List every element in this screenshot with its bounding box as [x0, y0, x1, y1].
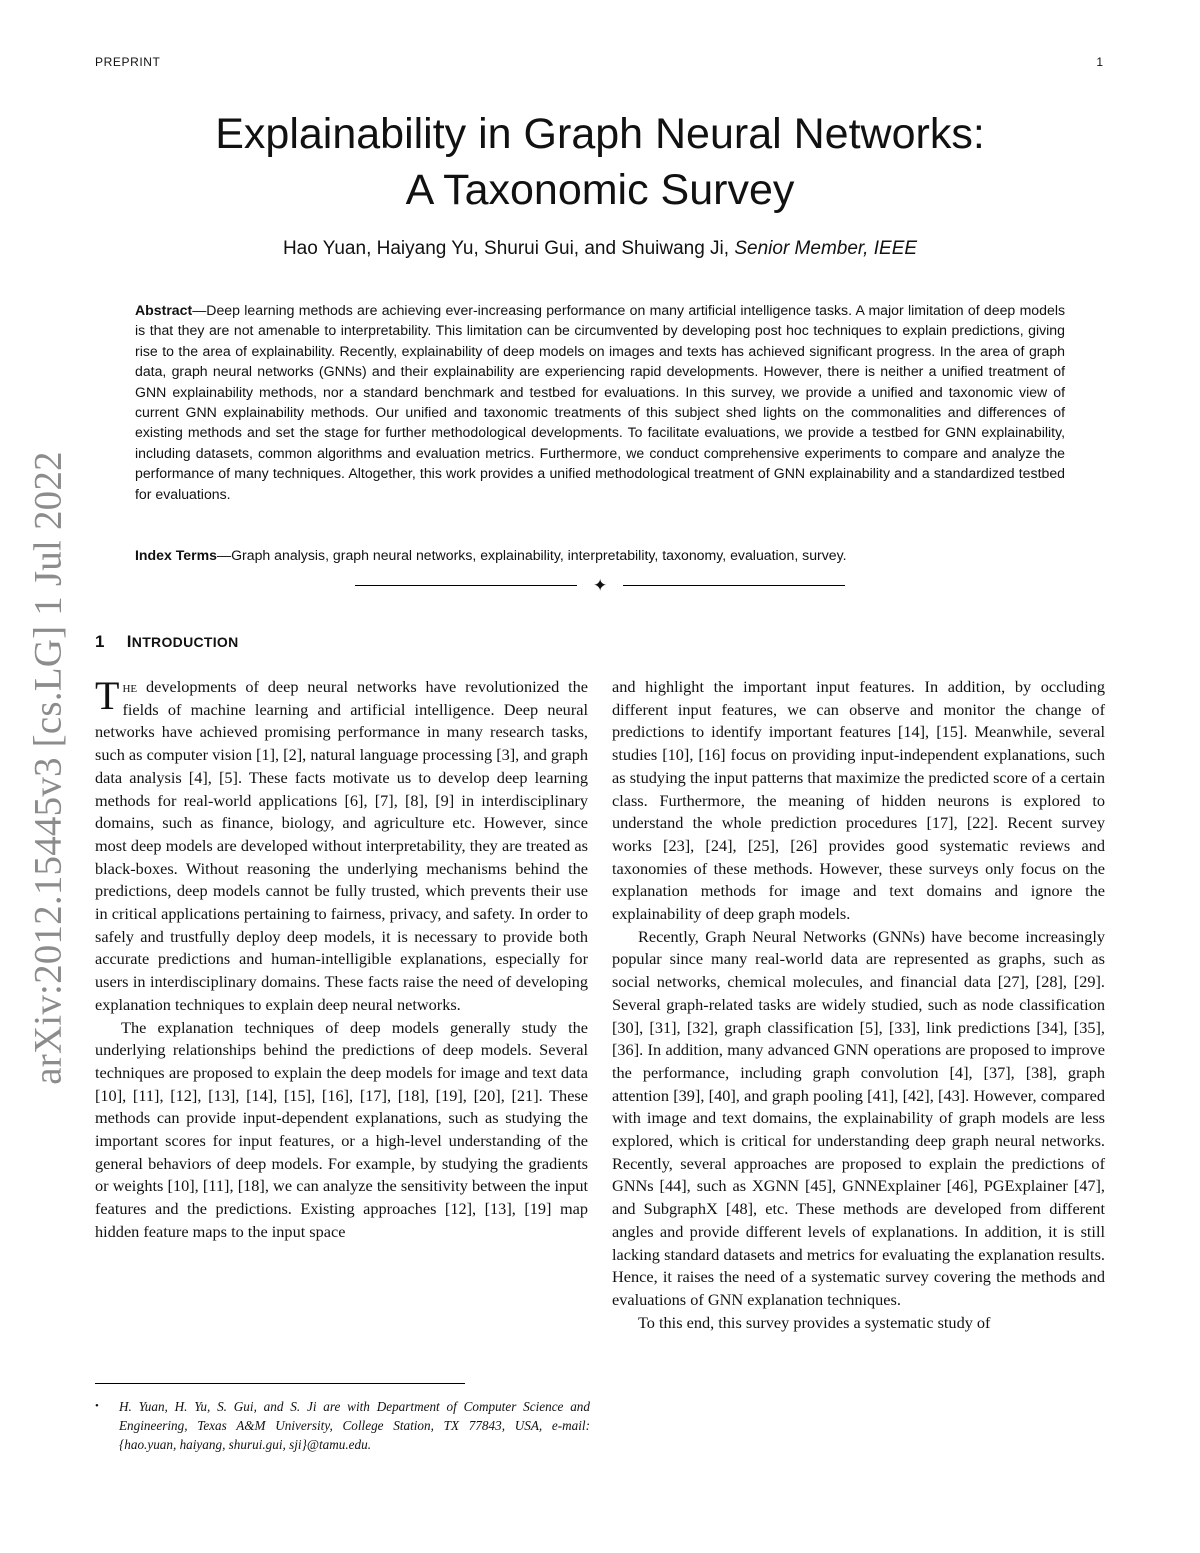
left-column [95, 673, 588, 1244]
intro-paragraph-1-text: developments of deep neural networks have revolutionized the fields of machine learning and artificial intelligence. Deep neural networks have achieved promising performance in many research tasks, such as computer vision [1], [2], natural language processing [3], and graph data analysis [4], [5]. These facts motivate us to develop deep learning methods for real-world applications [6], [7], [8], [9] in interdisciplinary domains, such as finance, biology, and agriculture etc. However, since most deep models are developed without interpretability, they are treated as black-boxes. Without reasoning the underlying mechanisms behind the predictions, deep models cannot be fully trusted, which prevents their use in critical applications pertaining to fairness, privacy, and safety. In order to safely and trustfully deploy deep models, it is necessary to provide both accurate predictions and human-intelligible explanations, especially for users in interdisciplinary domains. These facts raise the need of developing explanation techniques to explain deep neural networks. [95, 677, 588, 1014]
section-divider [355, 577, 845, 597]
index-terms-label: Index Terms [135, 547, 217, 563]
abstract-text: —Deep learning methods are achieving ever-increasing performance on many artificial intelligence tasks. A major limitation of deep models is that they are not amenable to interpretability. This limitation can be circumvented by developing post hoc techniques to explain predictions, giving rise to the area of explainability. Recently, explainability of deep models on images and texts has achieved significant progress. In the area of graph data, graph neural networks (GNNs) and their explainability are experiencing rapid developments. However, there is neither a unified treatment of GNN explainability methods, nor a standard benchmark and testbed for evaluations. In this survey, we provide a unified and taxonomic view of current GNN explainability methods. Our unified and taxonomic treatments of this subject shed lights on the commonalities and differences of existing methods and set the stage for further methodological developments. To facilitate evaluations, we provide a testbed for GNN explainability, including datasets, common algorithms and evaluation metrics. Furthermore, we conduct comprehensive experiments to compare and analyze the performance of many techniques. Altogether, this work provides a unified methodological treatment of GNN explainability and a standardized testbed for evaluations. [135, 302, 1065, 502]
title-line-1: Explainability in Graph Neural Networks: [215, 110, 985, 158]
footnote-rule [95, 1383, 465, 1384]
drop-cap: T [95, 673, 120, 718]
intro-paragraph-4: Recently, Graph Neural Networks (GNNs) have become increasingly popular since many real-world data are represented as graphs, such as social networks, chemical molecules, and financial data [27], [28], [29]. Several graph-related tasks are widely studied, such as node classification [30], [31], [32], graph classification [5], [33], link predictions [34], [35], [36]. In addition, many advanced GNN operations are proposed to improve the performance, including graph convolution [4], [37], [38], graph attention [39], [40], and graph pooling [41], [42], [43]. However, compared with image and text domains, the explainability of graph models are less explored, which is critical for understanding deep graph neural networks. Recently, several approaches are proposed to explain the predictions of GNNs [44], such as XGNN [45], GNNExplainer [46], PGExplainer [47], and SubgraphX [48], etc. These methods are developed from different angles and provide different levels of explanations. In addition, it is still lacking standard datasets and metrics for evaluating the explanation results. Hence, it raises the need of a systematic survey covering the methods and evaluations of GNN explanation techniques. [612, 926, 1105, 1309]
index-terms [135, 545, 1065, 565]
intro-paragraph-5: To this end, this survey provides a systematic study of [638, 1312, 991, 1332]
section-title-initial: I [126, 632, 132, 651]
intro-paragraph-3: and highlight the important input features. In addition, by occluding different input features, we can observe and monitor the change of predictions to identify important features [14], [15]. Meanwhile, several studies [10], [16] focus on providing input-independent explanations, such as studying the input patterns that maximize the predicted score of a certain class. Furthermore, the meaning of hidden neurons is explored to understand the whole prediction procedures [17], [22]. Recent survey works [23], [24], [25], [26] provides good systematic reviews and taxonomies of these methods. However, these surveys only focus on the explanation methods for image and text domains and ignore the explainability of deep graph models. [612, 677, 1105, 924]
author-list [0, 238, 1200, 260]
first-word: he [122, 677, 138, 696]
section-title-rest: NTRODUCTION [131, 634, 239, 650]
abstract [135, 300, 1065, 504]
paper-title [0, 106, 1200, 218]
affiliation-footnote [95, 1397, 590, 1454]
author-membership: Senior Member, IEEE [734, 238, 918, 259]
abstract-label: Abstract [135, 302, 193, 318]
divider-line-left [355, 585, 577, 586]
divider-line-right [623, 585, 845, 586]
footnote-text: H. Yuan, H. Yu, S. Gui, and S. Ji are with Department of Computer Science and Engineering, Texas A&M University, College Station, TX 77843, USA, e-mail: {hao.yuan, haiyang, shurui.gui, sji}@tamu.edu. [119, 1399, 590, 1452]
arxiv-sidebar-stamp: arXiv:2012.15445v3 [cs.LG] 1 Jul 2022 [26, 451, 70, 1085]
intro-paragraph-2: The explanation techniques of deep models generally study the underlying relationships behind the predictions of deep models. Several techniques are proposed to explain the deep models for image and text data [10], [11], [12], [13], [14], [15], [16], [17], [18], [19], [20], [21]. These methods can provide input-dependent explanations, such as studying the important scores for input features, or a high-level understanding of the general behaviors of deep models. For example, by studying the gradients or weights [10], [11], [18], we can analyze the sensitivity between the input features and the predictions. Existing approaches [12], [13], [19] map hidden feature maps to the input space [95, 1017, 588, 1241]
title-line-2: A Taxonomic Survey [405, 166, 795, 214]
divider-diamond-icon: ✦ [593, 576, 608, 595]
author-names: Hao Yuan, Haiyang Yu, Shurui Gui, and Shuiwang Ji, [282, 238, 730, 259]
section-heading [95, 632, 239, 652]
index-terms-text: —Graph analysis, graph neural networks, explainability, interpretability, taxonomy, evaluation, survey. [216, 547, 847, 563]
running-head: PREPRINT [95, 55, 161, 69]
right-column [612, 676, 1105, 1334]
footnote-bullet: • [95, 1400, 99, 1412]
page-number: 1 [1096, 55, 1103, 69]
section-number: 1 [95, 632, 105, 651]
intro-paragraph-1 [95, 673, 588, 1017]
